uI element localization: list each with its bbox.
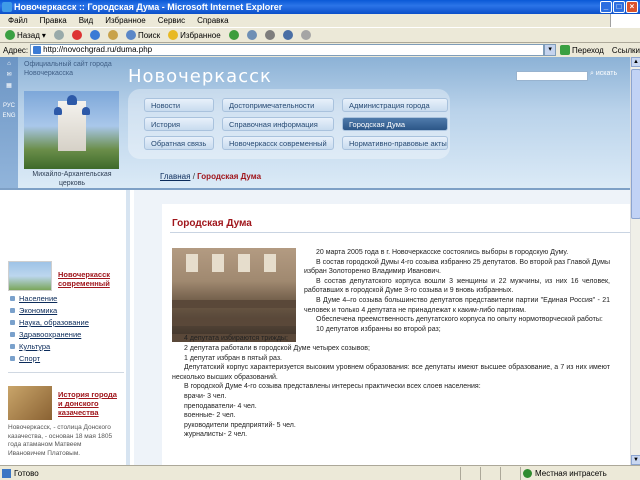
site-search-input[interactable]: [516, 71, 588, 81]
paragraph: В состав городской Думы 4-го созыва избранно 25 депутатов. Во второй раз Главой Думы избран Золоторенко Владимир Иванович.: [304, 258, 610, 276]
vertical-scrollbar[interactable]: [630, 57, 640, 465]
mail-small-icon[interactable]: ✉: [6, 72, 12, 78]
address-label: Адрес:: [3, 45, 29, 55]
dome-icon: [54, 107, 62, 115]
search-button[interactable]: [123, 28, 163, 42]
nav-feedback[interactable]: Обратная связь: [144, 136, 214, 150]
nav-city-duma[interactable]: Городская Дума: [342, 117, 448, 131]
modern-city-sublist: [10, 293, 89, 365]
stop-button[interactable]: [69, 28, 85, 42]
menu-file[interactable]: Файл: [8, 16, 28, 25]
page-title: Городская Дума: [172, 218, 252, 229]
windows-logo: [610, 14, 640, 27]
lang-eng[interactable]: ENG: [2, 113, 16, 119]
list-item: врачи- 3 чел.: [184, 392, 227, 400]
menu-help[interactable]: Справка: [197, 16, 229, 25]
site-search-label: искать: [595, 70, 618, 77]
discuss-icon: [301, 30, 311, 40]
history-link[interactable]: [58, 390, 117, 417]
paragraph: Обеспечена преемственность депутатского корпуса по опыту нормотворческой работы:: [316, 316, 603, 324]
ie-icon: [2, 2, 12, 12]
church-photo: [24, 91, 119, 169]
status-cell: [480, 467, 500, 480]
scroll-thumb[interactable]: [631, 69, 640, 219]
modern-city-link-line-2: современный: [58, 279, 110, 288]
content-panel: [162, 204, 630, 465]
mail-icon: [247, 30, 257, 40]
go-arrow-icon: [560, 45, 570, 55]
discuss-button[interactable]: [298, 28, 314, 42]
forward-arrow-icon: [54, 30, 64, 40]
paragraph: В состав депутатского корпуса вошли 3 женщины и 22 мужчины, из них 16 человек, работавших в городской Думе 3-го созыва и 9 вновь избранных.: [304, 277, 610, 295]
list-item: преподаватели- 4 чел.: [184, 402, 257, 410]
nav-reference[interactable]: Справочная информация: [222, 117, 334, 131]
back-button[interactable]: [2, 28, 49, 42]
menu-favorites[interactable]: Избранное: [105, 16, 146, 25]
maximize-button[interactable]: □: [613, 1, 625, 13]
breadcrumb-current: Городская Дума: [197, 172, 262, 181]
modern-city-thumbnail[interactable]: [8, 261, 52, 291]
main-navigation: [128, 89, 450, 159]
history-link-line-3: казачества: [58, 408, 99, 417]
nav-legal-acts[interactable]: Нормативно-правовые акты: [342, 136, 448, 150]
address-dropdown[interactable]: ▾: [544, 44, 556, 56]
dropdown-arrow-icon: ▾: [41, 30, 46, 40]
list-item: 2 депутата работали в городской Думе четырех созывов;: [184, 344, 370, 352]
map-small-icon[interactable]: ▦: [6, 83, 12, 89]
nav-history[interactable]: История: [144, 117, 214, 131]
window-titlebar: [0, 0, 640, 14]
status-cell: [500, 467, 520, 480]
official-site-label: [24, 60, 112, 78]
paragraph: Депутатский корпус характеризуется высоким уровнем образования: все депутаты имеют высшее образование, а 7 из них имеют несколько высших образований.: [172, 364, 610, 381]
go-button[interactable]: [560, 45, 604, 55]
breadcrumb: [160, 172, 261, 181]
print-button[interactable]: [262, 28, 278, 42]
status-cell: [460, 467, 480, 480]
list-item: 1 депутат избран в пятый раз.: [184, 354, 282, 362]
breadcrumb-sep: /: [192, 172, 195, 181]
home-button[interactable]: [105, 28, 121, 42]
list-item: руководители предприятий- 5 чел.: [184, 421, 296, 429]
sublist-item-healthcare[interactable]: Здравоохранение: [10, 329, 89, 341]
forward-button[interactable]: [51, 28, 67, 42]
history-link-line-2: и донского: [58, 399, 99, 408]
nav-sights[interactable]: Достопримечательности: [222, 98, 334, 112]
menu-tools[interactable]: Сервис: [157, 16, 186, 25]
menu-view[interactable]: Вид: [78, 16, 94, 25]
sublist-item-economy[interactable]: Экономика: [10, 305, 89, 317]
history-text-line-1: Новочеркасск, - столица Донского: [8, 424, 111, 431]
favorites-label: Избранное: [180, 30, 221, 40]
sidebar-divider: [8, 372, 124, 373]
stop-icon: [72, 30, 82, 40]
minimize-button[interactable]: _: [600, 1, 612, 13]
history-text-line-2: казачества, - основан 18 мая 1805: [8, 432, 113, 440]
sublist-item-sport[interactable]: Спорт: [10, 353, 89, 365]
back-label: Назад: [17, 30, 40, 40]
scroll-down-button[interactable]: ▼: [631, 455, 640, 465]
left-sidebar: [0, 190, 130, 465]
back-arrow-icon: [5, 30, 15, 40]
paragraph: 10 депутатов избранны во второй раз;: [316, 325, 441, 333]
edit-icon: [283, 30, 293, 40]
main-content: [134, 190, 630, 465]
nav-modern[interactable]: Новочеркасск современный: [222, 136, 334, 150]
status-text: Готово: [0, 469, 460, 478]
paragraph: В городской Думе 4-го созыва представлены интересы практически всех слоев населения:: [184, 383, 481, 391]
refresh-button[interactable]: [87, 28, 103, 42]
modern-city-link-line-1: Новочеркасск: [58, 270, 111, 279]
paragraph: В Думе 4–го созыва большинство депутатов представители партии "Единая Россия" - 21 человек и только 4 депутата не принадлежат к каким-либо партиям.: [304, 296, 610, 314]
article-text: [172, 248, 610, 440]
history-text-line-4: Ивановичем Платовым.: [8, 449, 81, 457]
search-label: Поиск: [137, 30, 161, 40]
photo-caption: Михайло-Архангельская церковь: [32, 171, 112, 187]
favorites-button[interactable]: [165, 28, 224, 42]
lang-rus[interactable]: РУС: [2, 103, 15, 109]
menu-edit[interactable]: Правка: [39, 16, 67, 25]
go-label: Переход: [572, 45, 604, 55]
address-input[interactable]: http://novochgrad.ru/duma.php: [30, 44, 544, 56]
star-icon: [168, 30, 178, 40]
site-name: Новочеркасск: [128, 66, 272, 87]
sublist-item-culture[interactable]: Культура: [10, 341, 89, 353]
site-header: [0, 57, 630, 190]
dome-icon: [67, 95, 77, 105]
search-icon: [126, 30, 136, 40]
links-button[interactable]: Ссылки: [611, 45, 640, 55]
print-icon: [265, 30, 275, 40]
official-line-2: Новочеркасска: [24, 70, 73, 77]
home-icon: [108, 30, 118, 40]
status-bar: [0, 465, 640, 480]
window-title: Новочеркасск :: Городская Дума - Microsoft Internet Explorer: [14, 2, 283, 12]
sublist-item-science[interactable]: Наука, образование: [10, 317, 89, 329]
list-item: военные- 2 чел.: [184, 412, 236, 420]
page-viewport: [0, 57, 630, 465]
history-link-line-1: История города: [58, 390, 117, 399]
list-item: 4 депутата избираются трижды;: [184, 335, 288, 343]
language-strip: [0, 57, 18, 190]
site-search-button[interactable]: ⌕ искать: [590, 70, 618, 77]
sublist-item-population[interactable]: Население: [10, 293, 89, 305]
security-zone: Местная интрасеть: [520, 467, 640, 480]
dome-icon: [82, 107, 90, 115]
nav-news[interactable]: Новости: [144, 98, 214, 112]
modern-city-link[interactable]: [58, 270, 110, 288]
close-button[interactable]: ×: [626, 1, 638, 13]
media-button[interactable]: [226, 28, 242, 42]
mail-button[interactable]: [244, 28, 260, 42]
home-small-icon[interactable]: ⌂: [7, 61, 11, 67]
address-bar: [0, 43, 640, 57]
edit-button[interactable]: [280, 28, 296, 42]
official-line-1: Официальный сайт города: [24, 61, 112, 68]
list-item: журналисты- 2 чел.: [184, 431, 248, 439]
paragraph: 20 марта 2005 года в г. Новочеркасске состоялись выборы в городскую Думу.: [316, 249, 569, 256]
title-divider: [170, 232, 630, 233]
menu-bar: [0, 14, 640, 27]
history-text-line-3: года атаманом Матвеем: [8, 441, 82, 448]
scroll-up-button[interactable]: ▲: [631, 57, 640, 67]
toolbar: [0, 27, 640, 43]
history-book-thumbnail[interactable]: [8, 386, 52, 420]
refresh-icon: [90, 30, 100, 40]
media-icon: [229, 30, 239, 40]
nav-administration[interactable]: Администрация города: [342, 98, 448, 112]
breadcrumb-home[interactable]: Главная: [160, 172, 191, 181]
history-description: [8, 424, 124, 458]
